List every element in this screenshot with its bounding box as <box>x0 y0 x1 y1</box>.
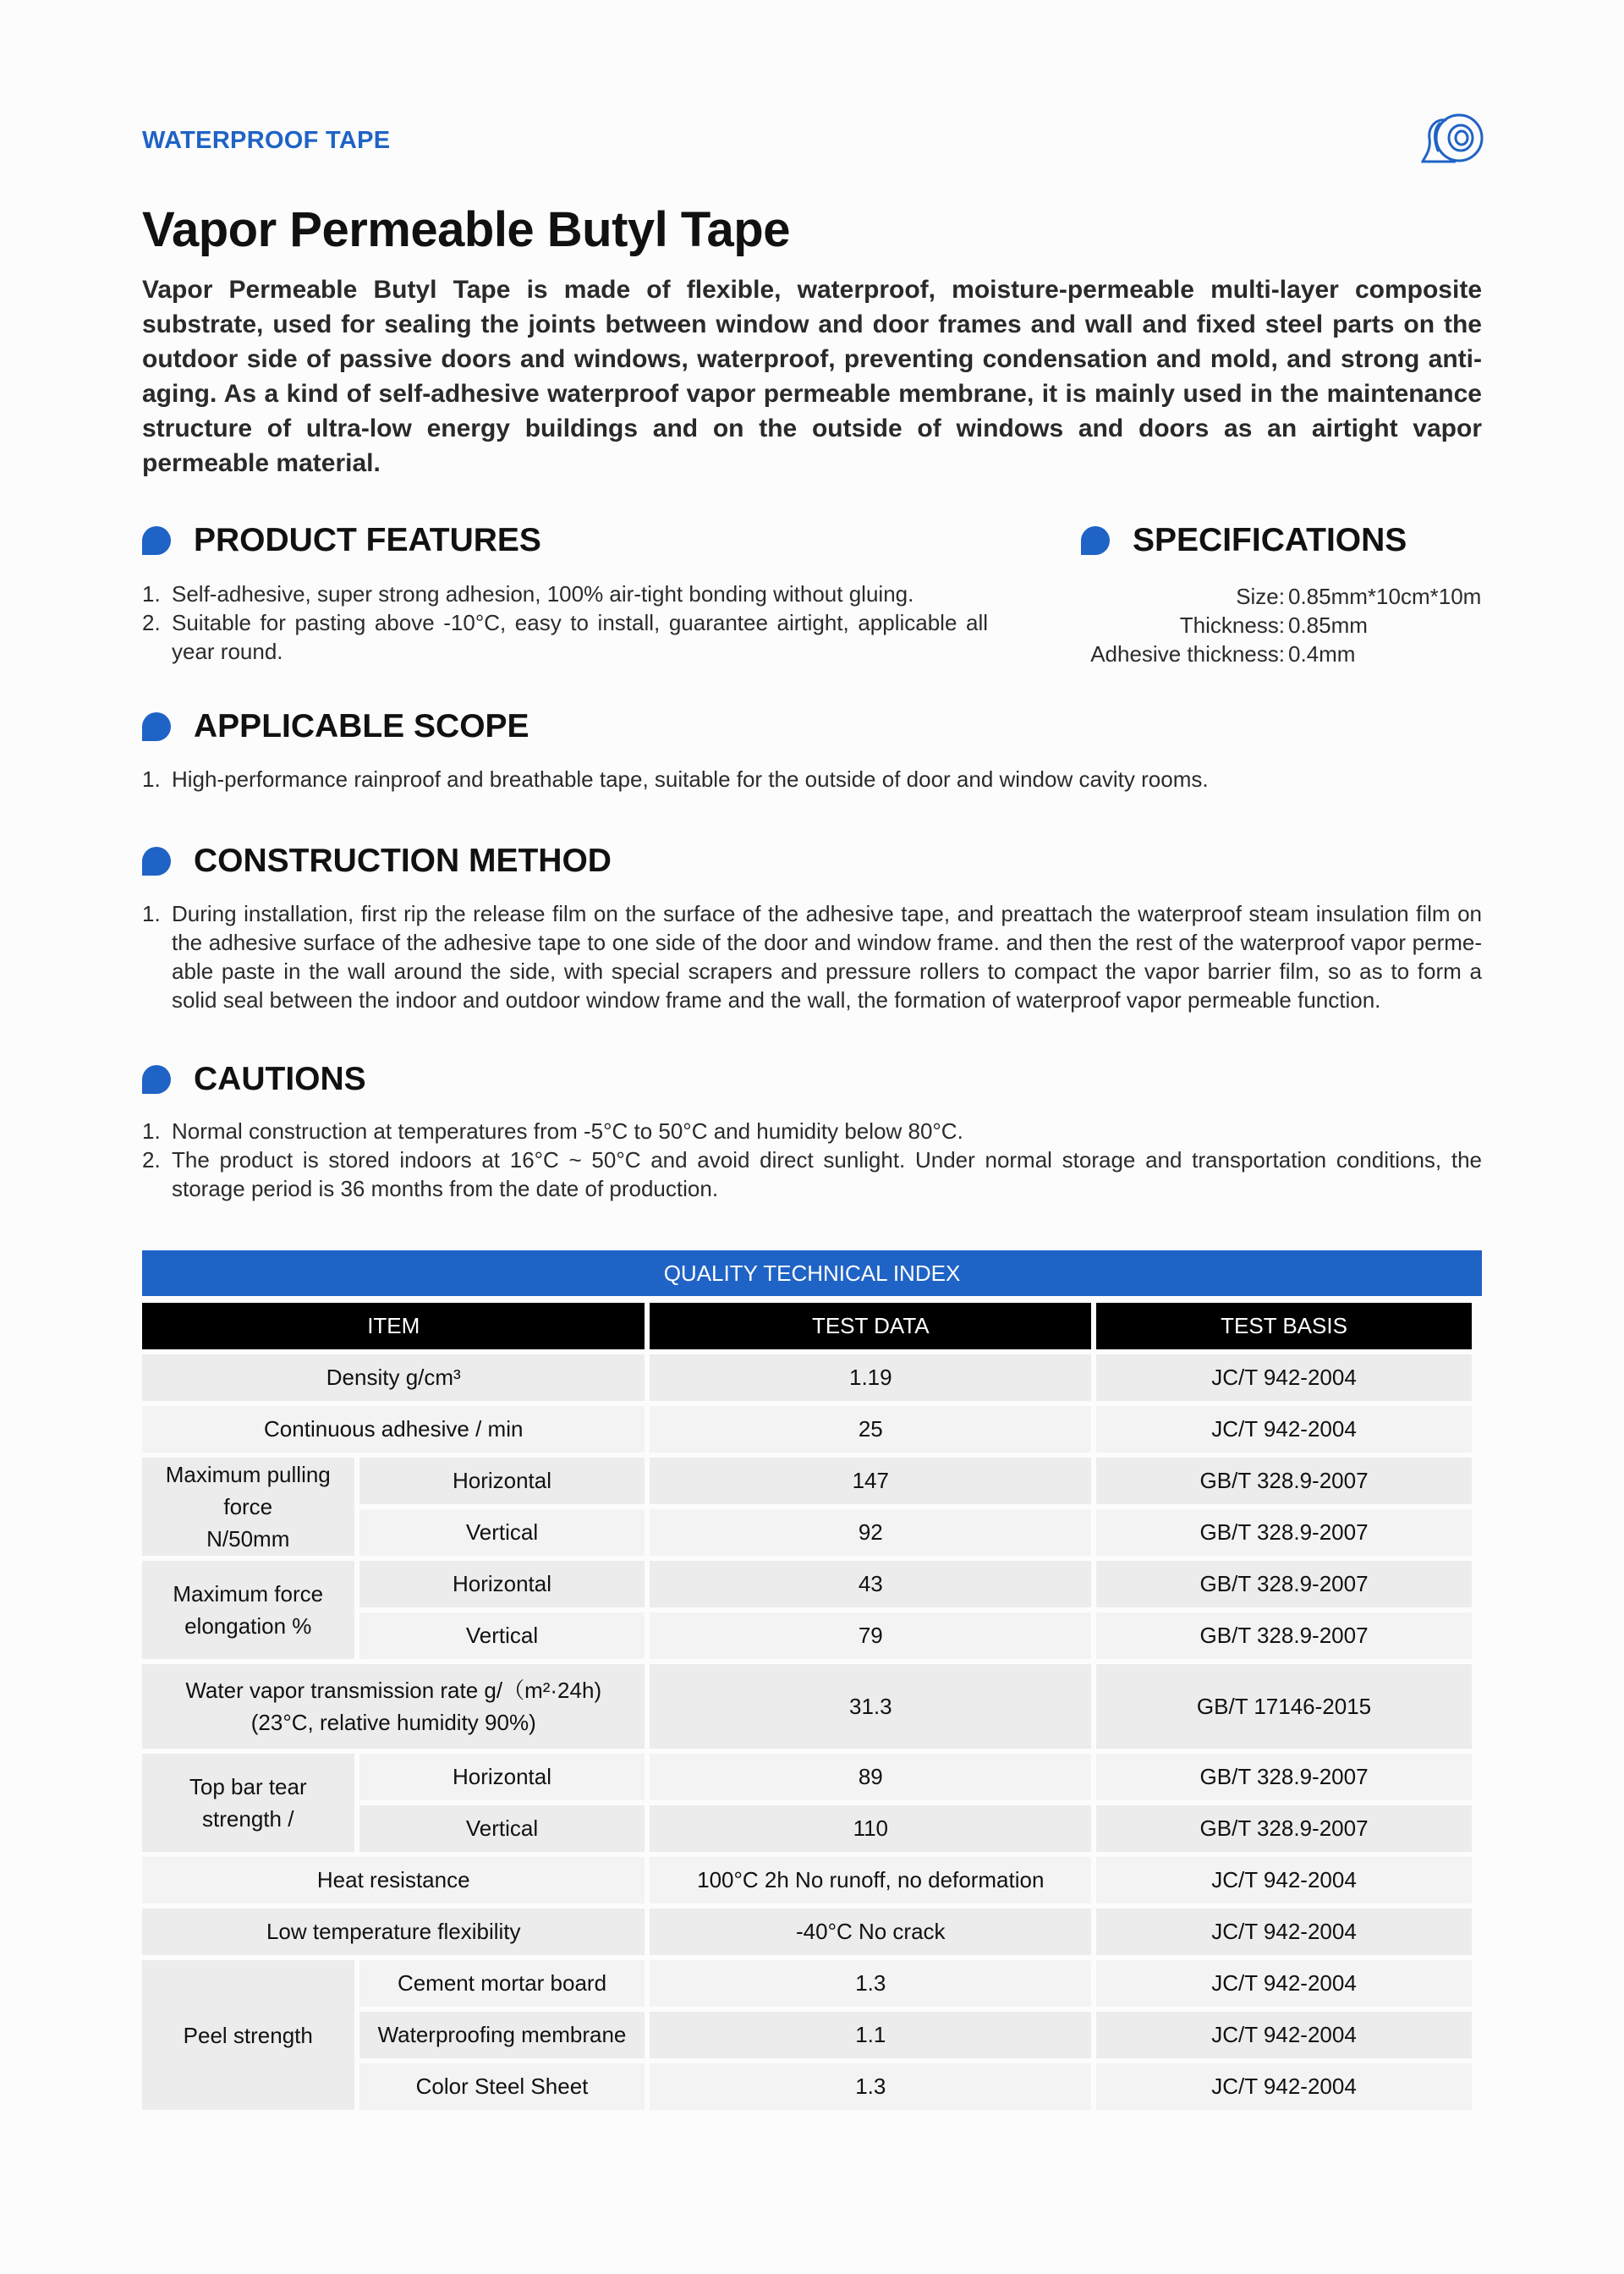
item-cell: Density g/cm³ <box>142 1354 645 1401</box>
column-header: TEST BASIS <box>1096 1303 1472 1349</box>
data-cell: 79 <box>650 1612 1091 1659</box>
item-group-cell: Maximum force elongation % <box>142 1561 354 1659</box>
basis-cell: JC/T 942-2004 <box>1096 2063 1472 2110</box>
spec-row: Adhesive thickness: 0.4mm <box>1090 641 1356 667</box>
item-cell: Heat resistance <box>142 1857 645 1903</box>
table-row <box>142 1909 1472 1955</box>
data-cell: 89 <box>650 1754 1091 1800</box>
item-cell: Low temperature flexibility <box>142 1909 645 1955</box>
list-item: 1. During installation, first rip the release film on the surface of the adhesive tape, and preattach the waterproof steam insulation film on the adhesive surface of the adhesive tape to one side of the door and window frame. and then the rest of the waterproof vapor perme-able paste in the wall around the side, with special scrapers and pressure rollers to compact the vapor barrier film, so as to form a solid seal between the indoor and outdoor window frame and the wall, the formation of waterproof vapor permeable function. <box>142 901 1482 1013</box>
sub-item-cell: Waterproofing membrane <box>359 2012 645 2058</box>
basis-cell: GB/T 328.9-2007 <box>1096 1458 1472 1504</box>
sub-item-cell: Cement mortar board <box>359 1960 645 2007</box>
data-cell: 1.3 <box>650 1960 1091 2007</box>
basis-cell: JC/T 942-2004 <box>1096 1857 1472 1903</box>
construction-list <box>142 899 1482 1014</box>
sub-item-cell: Vertical <box>359 1612 645 1659</box>
quality-table-title: QUALITY TECHNICAL INDEX <box>142 1250 1482 1296</box>
data-cell: 25 <box>650 1406 1091 1453</box>
table-row <box>142 1406 1472 1453</box>
list-item: 1. Normal construction at temperatures from -5°C to 50°C and humidity below 80°C. <box>142 1118 963 1144</box>
data-cell: 110 <box>650 1805 1091 1852</box>
data-cell: 92 <box>650 1509 1091 1556</box>
data-cell: 31.3 <box>650 1664 1091 1749</box>
table-row <box>142 1561 1472 1607</box>
spec-row: Size: 0.85mm*10cm*10m <box>1236 584 1482 609</box>
basis-cell: GB/T 328.9-2007 <box>1096 1612 1472 1659</box>
list-item: 1. Self-adhesive, super strong adhesion, 100% air-tight bonding without gluing. <box>142 581 914 607</box>
scope-title: APPLICABLE SCOPE <box>194 708 529 744</box>
section-bullet-icon <box>142 712 171 741</box>
column-header: ITEM <box>142 1303 645 1349</box>
tape-roll-icon <box>1421 113 1484 164</box>
page-title: Vapor Permeable Butyl Tape <box>142 202 790 257</box>
item-cell: Continuous adhesive / min <box>142 1406 645 1453</box>
spec-row: Thickness: 0.85mm <box>1179 612 1368 638</box>
scope-heading <box>142 708 529 745</box>
basis-cell: JC/T 942-2004 <box>1096 1406 1472 1453</box>
cautions-list <box>142 1117 1482 1203</box>
data-cell: 1.3 <box>650 2063 1091 2110</box>
sub-item-cell: Color Steel Sheet <box>359 2063 645 2110</box>
list-item: 2. Suitable for pasting above -10°C, easy to install, guarantee airtight, applicable all year round. <box>142 610 988 664</box>
table-row <box>142 1754 1472 1800</box>
section-bullet-icon <box>142 526 171 555</box>
section-bullet-icon <box>142 847 171 876</box>
sub-item-cell: Horizontal <box>359 1458 645 1504</box>
item-group-cell: Peel strength <box>142 1960 354 2110</box>
cautions-heading <box>142 1061 366 1098</box>
item-group-cell: Top bar tear strength / <box>142 1754 354 1852</box>
table-row <box>142 1857 1472 1903</box>
basis-cell: GB/T 328.9-2007 <box>1096 1561 1472 1607</box>
basis-cell: GB/T 328.9-2007 <box>1096 1754 1472 1800</box>
intro-paragraph: Vapor Permeable Butyl Tape is made of flexible, waterproof, moisture-permeable multi-layer composite substrate, used for sealing the joints between window and door frames and wall and fixed steel parts on the outdoor side of passive doors and windows, waterproof, preventing condensation and mold, and strong anti-aging. As a kind of self-adhesive waterproof vapor permeable membrane, it is mainly used in the maintenance structure of ultra-low energy buildings and on the outside of windows and doors as an airtight vapor permeable material. <box>142 276 1482 477</box>
table-row <box>142 1664 1472 1749</box>
basis-cell: JC/T 942-2004 <box>1096 1960 1472 2007</box>
sub-item-cell: Horizontal <box>359 1754 645 1800</box>
data-cell: -40°C No crack <box>650 1909 1091 1955</box>
basis-cell: GB/T 328.9-2007 <box>1096 1509 1472 1556</box>
data-cell: 1.19 <box>650 1354 1091 1401</box>
construction-title: CONSTRUCTION METHOD <box>194 843 612 879</box>
specifications-list <box>1081 582 1482 668</box>
features-title: PRODUCT FEATURES <box>194 522 541 558</box>
specifications-heading <box>1081 522 1407 559</box>
item-cell: Water vapor transmission rate g/（m²·24h) (23°C, relative humidity 90%) <box>142 1664 645 1749</box>
sub-item-cell: Horizontal <box>359 1561 645 1607</box>
list-item: 2. The product is stored indoors at 16°C ~ 50°C and avoid direct sunlight. Under normal storage and transportation conditions, the storage period is 36 months from the date of production. <box>142 1147 1482 1201</box>
basis-cell: GB/T 17146-2015 <box>1096 1664 1472 1749</box>
cautions-title: CAUTIONS <box>194 1061 366 1097</box>
table-row <box>142 1354 1472 1401</box>
section-bullet-icon <box>1081 526 1110 555</box>
basis-cell: JC/T 942-2004 <box>1096 1909 1472 1955</box>
features-heading <box>142 522 541 559</box>
basis-cell: JC/T 942-2004 <box>1096 1354 1472 1401</box>
data-cell: 43 <box>650 1561 1091 1607</box>
column-header: TEST DATA <box>650 1303 1091 1349</box>
quality-table <box>137 1298 1477 2115</box>
scope-list <box>142 765 1482 794</box>
sub-item-cell: Vertical <box>359 1805 645 1852</box>
basis-cell: JC/T 942-2004 <box>1096 2012 1472 2058</box>
item-group-cell: Maximum pulling force N/50mm <box>142 1458 354 1556</box>
features-list <box>142 579 988 666</box>
sub-item-cell: Vertical <box>359 1509 645 1556</box>
table-row <box>142 1960 1472 2007</box>
basis-cell: GB/T 328.9-2007 <box>1096 1805 1472 1852</box>
table-row <box>142 1458 1472 1504</box>
category-label: WATERPROOF TAPE <box>142 127 391 154</box>
data-cell: 100°C 2h No runoff, no deformation <box>650 1857 1091 1903</box>
table-header-row <box>142 1303 1472 1349</box>
data-cell: 147 <box>650 1458 1091 1504</box>
list-item: 1. High-performance rainproof and breathable tape, suitable for the outside of door and window cavity rooms. <box>142 766 1209 792</box>
data-cell: 1.1 <box>650 2012 1091 2058</box>
construction-heading <box>142 843 612 880</box>
section-bullet-icon <box>142 1065 171 1094</box>
specifications-title: SPECIFICATIONS <box>1133 522 1407 558</box>
